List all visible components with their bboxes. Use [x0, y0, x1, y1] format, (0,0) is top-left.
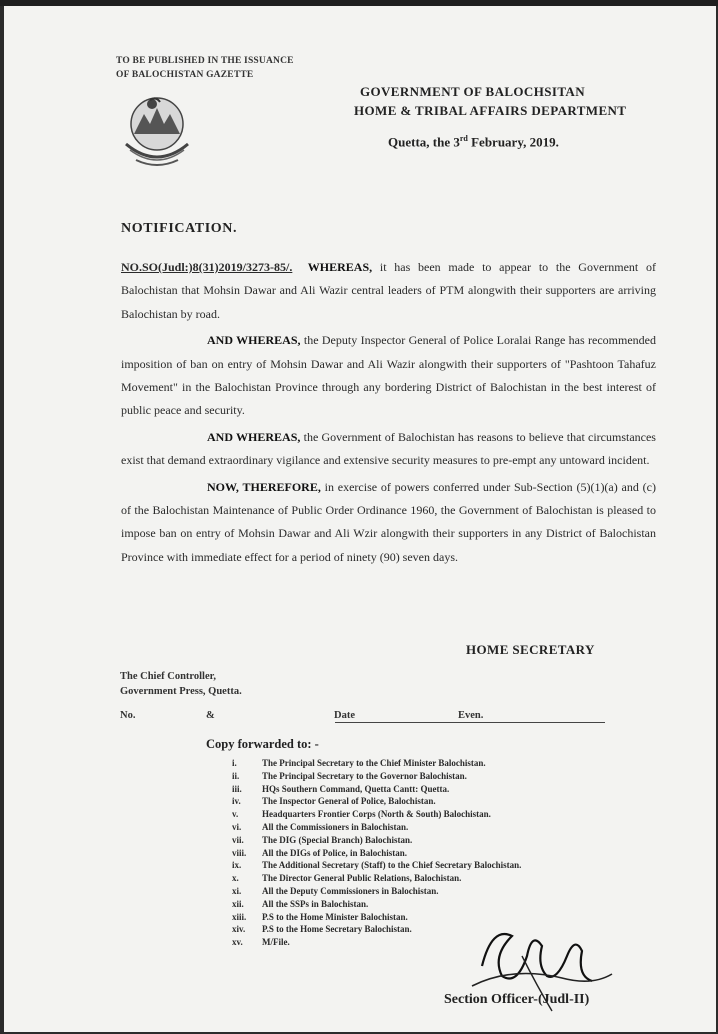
- list-number: v.: [232, 809, 239, 820]
- date-suffix-ordinal: rd: [459, 134, 468, 143]
- list-number: ix.: [232, 860, 242, 871]
- section-officer-signatory: Section Officer-(Judl-II): [444, 992, 590, 1007]
- paragraph-4-text: in exercise of powers conferred under Sub-Section (5)(1)(a) and (c) of the Balochistan Maintenance of Public Order Ordinance 1960, the Government of Balochistan is pleased to impose ban on entry of Mohsin Dawar and Ali Wzir alongwith their supporters in any District of Balochistan Province with immediate effect for a period of ninety (90) seven days.: [121, 479, 656, 564]
- publication-note: [116, 54, 294, 82]
- notification-body: [121, 256, 656, 569]
- list-number: iv.: [232, 796, 241, 807]
- list-number: iii.: [232, 783, 242, 794]
- copy-forwarded-heading: Copy forwarded to: -: [206, 737, 319, 751]
- paragraph-2-lead: AND WHEREAS,: [207, 333, 301, 348]
- paragraph-1-text: it has been made to appear to the Government of Balochistan that Mohsin Dawar and Ali Wazir central leaders of PTM alongwith their supporters are arriving Balochistan by road.: [121, 260, 656, 321]
- paragraph-3-text: the Government of Balochistan has reasons to believe that circumstances exist that demand extraordinary vigilance and extensive security measures to pre-empt any untoward incident.: [121, 429, 656, 468]
- no-label: No.: [120, 710, 136, 721]
- balochistan-emblem-icon: [120, 86, 194, 172]
- list-number: xv.: [232, 937, 243, 948]
- list-text: The Additional Secretary (Staff) to the Chief Secretary Balochistan.: [262, 860, 522, 871]
- addressee-block: [120, 669, 242, 699]
- date-prefix: Quetta, the 3: [388, 134, 460, 150]
- list-number: xii.: [232, 898, 244, 909]
- list-item: [232, 808, 521, 821]
- home-secretary-signatory: HOME SECRETARY: [466, 642, 595, 657]
- paragraph-3: [121, 426, 656, 473]
- list-text: All the Deputy Commissioners in Balochistan.: [262, 885, 439, 896]
- list-number: xi.: [232, 885, 242, 896]
- publication-note-line: TO BE PUBLISHED IN THE ISSUANCE: [116, 56, 294, 66]
- list-text: M/File.: [262, 937, 290, 948]
- paragraph-2-text: the Deputy Inspector General of Police Loralai Range has recommended imposition of ban on entry of Mohsin Dawar and Ali Wazir alongwith their supporters of "Pashtoon Tahafuz Movement" in the Balochistan Province through any bordering District of Balochistan in the best interest of public peace and security.: [121, 333, 656, 418]
- list-number: viii.: [232, 847, 247, 858]
- paragraph-4-lead: NOW, THEREFORE,: [207, 479, 321, 494]
- list-text: P.S to the Home Secretary Balochistan.: [262, 924, 412, 935]
- list-text: The Principal Secretary to the Governor Balochistan.: [262, 770, 467, 781]
- list-text: P.S to the Home Minister Balochistan.: [262, 911, 408, 922]
- notification-title: NOTIFICATION.: [121, 221, 238, 236]
- department-title: HOME & TRIBAL AFFAIRS DEPARTMENT: [354, 103, 627, 118]
- list-item: [232, 847, 521, 860]
- government-title: GOVERNMENT OF BALOCHSITAN: [360, 84, 586, 99]
- list-text: All the Commissioners in Balochistan.: [262, 821, 409, 832]
- number-date-line: [120, 706, 500, 726]
- list-text: All the SSPs in Balochistan.: [262, 898, 369, 909]
- list-number: vii.: [232, 834, 244, 845]
- list-number: vi.: [232, 821, 242, 832]
- document-page: [4, 6, 716, 1032]
- list-item: [232, 770, 521, 783]
- list-item: [232, 872, 521, 885]
- list-text: All the DIGs of Police, in Balochistan.: [262, 847, 408, 858]
- underline-rule: [335, 722, 605, 723]
- list-item: [232, 783, 521, 796]
- ampersand: &: [206, 710, 215, 721]
- addressee-line: The Chief Controller,: [120, 671, 216, 682]
- publication-note-line: OF BALOCHISTAN GAZETTE: [116, 70, 254, 80]
- paragraph-4: [121, 476, 656, 570]
- list-item: [232, 821, 521, 834]
- paragraph-1-lead: WHEREAS,: [307, 260, 373, 274]
- even-label: Even.: [458, 710, 484, 721]
- list-text: HQs Southern Command, Quetta Cantt: Quetta.: [262, 783, 450, 794]
- list-item: [232, 859, 521, 872]
- date-rest: February, 2019.: [467, 134, 559, 150]
- list-number: xiv.: [232, 924, 246, 935]
- list-number: xiii.: [232, 911, 247, 922]
- list-number: i.: [232, 758, 237, 768]
- list-item: [232, 795, 521, 808]
- list-text: The DIG (Special Branch) Balochistan.: [262, 834, 413, 845]
- reference-number: NO.SO(Judl:)8(31)2019/3273-85/.: [121, 260, 293, 274]
- list-number: x.: [232, 873, 239, 884]
- list-item: [232, 757, 521, 770]
- list-text: Headquarters Frontier Corps (North & South) Balochistan.: [262, 809, 491, 820]
- list-number: ii.: [232, 770, 240, 781]
- letterhead: [354, 82, 627, 120]
- paragraph-2: [121, 329, 656, 423]
- list-text: The Director General Public Relations, Balochistan.: [262, 873, 462, 884]
- addressee-line: Government Press, Quetta.: [120, 686, 242, 697]
- list-text: The Principal Secretary to the Chief Minister Balochistan.: [262, 758, 486, 768]
- date-label: Date: [334, 710, 355, 721]
- list-item: [232, 885, 521, 898]
- list-text: The Inspector General of Police, Balochistan.: [262, 796, 436, 807]
- date-line: [388, 134, 559, 150]
- paragraph-3-lead: AND WHEREAS,: [207, 429, 301, 444]
- paragraph-1: [121, 256, 656, 326]
- list-item: [232, 834, 521, 847]
